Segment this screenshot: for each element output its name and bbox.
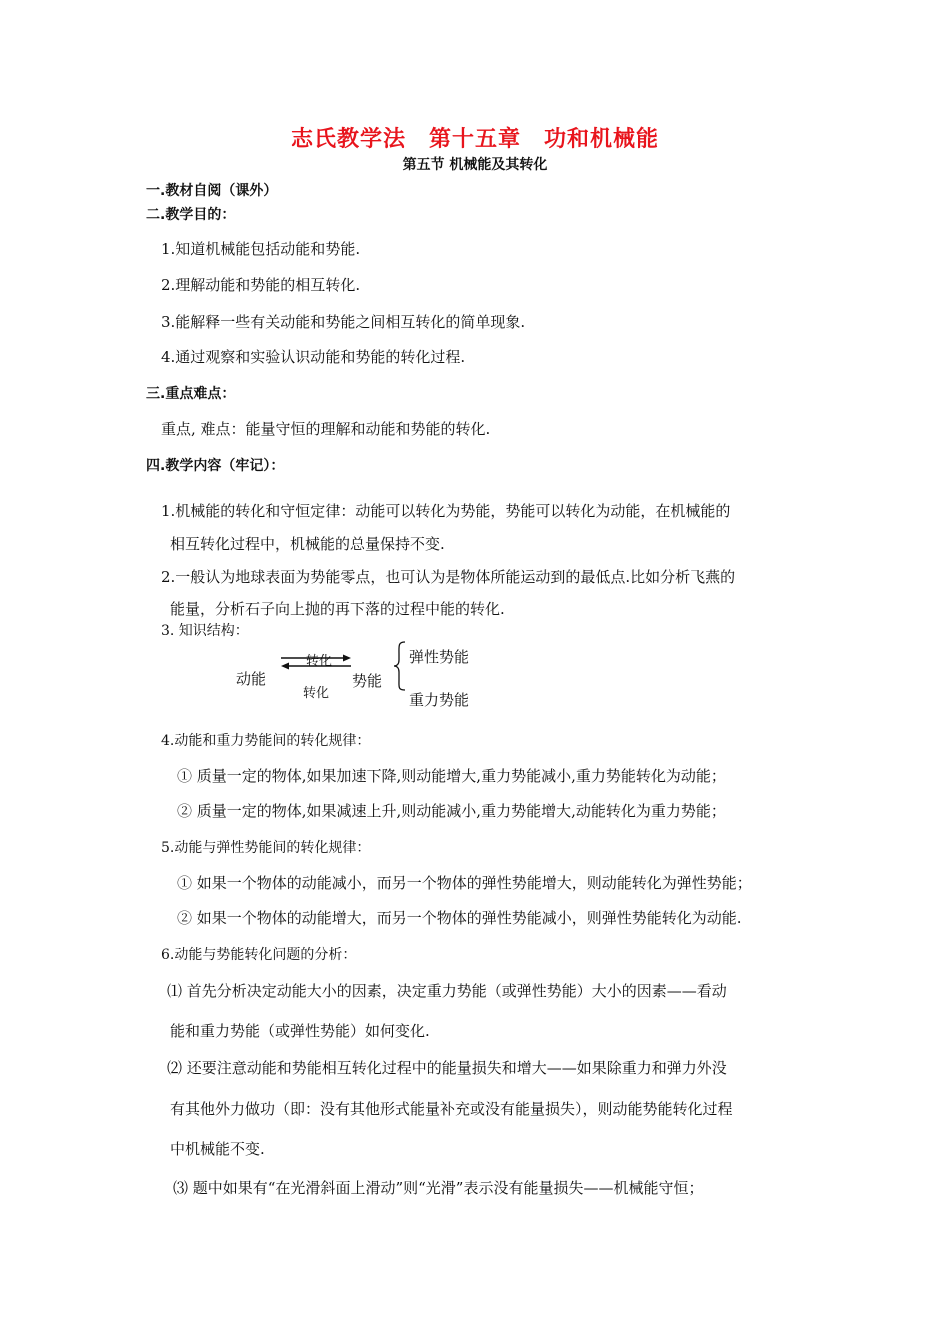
content-paragraph-1: 1.机械能的转化和守恒定律：动能可以转化为势能，势能可以转化为动能，在机械能的 [161,502,731,520]
analysis-item-3: ⑶ 题中如果有“在光滑斜面上滑动”则“光滑”表示没有能量损失——机械能守恒； [173,1179,704,1197]
objective-item: 4.通过观察和实验认识动能和势能的转化过程. [161,348,466,366]
content-paragraph-1-cont: 相互转化过程中，机械能的总量保持不变. [170,535,445,553]
diagram-potential-label: 势能 [352,672,383,690]
analysis-item-1-cont: 能和重力势能（或弹性势能）如何变化. [170,1022,430,1040]
rule-item: ① 如果一个物体的动能减小，而另一个物体的弹性势能增大，则动能转化为弹性势能； [177,874,752,892]
content-paragraph-2: 2.一般认为地球表面为势能零点，也可认为是物体所能运动到的最低点.比如分析飞燕的 [161,568,736,586]
diagram-bottom-arrow-label: 转化 [303,686,330,701]
rule-item: ② 如果一个物体的动能增大，而另一个物体的弹性势能减小，则弹性势能转化为动能. [177,909,742,927]
objective-item: 1.知道机械能包括动能和势能. [161,240,361,258]
conversion-arrows-icon [278,652,354,674]
content-paragraph-5: 5.动能与弹性势能间的转化规律： [161,840,371,856]
heading-content: 四.教学内容（牢记）： [146,458,285,474]
content-paragraph-6: 6.动能与势能转化问题的分析： [161,947,357,963]
content-paragraph-3: 3. 知识结构： [161,623,249,639]
rule-item: ① 质量一定的物体,如果加速下降,则动能增大,重力势能减小,重力势能转化为动能； [177,767,726,785]
diagram-gravity-label: 重力势能 [409,691,470,709]
objective-item: 2.理解动能和势能的相互转化. [161,276,361,294]
analysis-item-2-cont: 中机械能不变. [170,1140,265,1158]
key-points-text: 重点, 难点：能量守恒的理解和动能和势能的转化. [161,420,491,438]
document-title: 志氏教学法 第十五章 功和机械能 [290,127,659,152]
content-paragraph-4: 4.动能和重力势能间的转化规律： [161,733,371,749]
diagram-elastic-label: 弹性势能 [409,648,470,666]
analysis-item-1: ⑴ 首先分析决定动能大小的因素，决定重力势能（或弹性势能）大小的因素——看动 [167,982,727,1000]
rule-item: ② 质量一定的物体,如果减速上升,则动能减小,重力势能增大,动能转化为重力势能； [177,802,726,820]
heading-key-points: 三.重点难点： [146,386,236,402]
heading-objectives: 二.教学目的： [146,207,236,223]
heading-self-study: 一.教材自阅（课外） [146,183,278,199]
analysis-item-2: ⑵ 还要注意动能和势能相互转化过程中的能量损失和增大——如果除重力和弹力外没 [167,1059,727,1077]
section-subtitle: 第五节 机械能及其转化 [402,157,548,173]
diagram-kinetic-label: 动能 [236,670,267,688]
curly-brace-icon [392,640,408,692]
analysis-item-2-cont: 有其他外力做功（即：没有其他形式能量补充或没有能量损失），则动能势能转化过程 [170,1100,733,1118]
diagram-top-arrow-label: 转化 [306,654,333,669]
content-paragraph-2-cont: 能量，分析石子向上抛的再下落的过程中能的转化. [170,600,505,618]
objective-item: 3.能解释一些有关动能和势能之间相互转化的简单现象. [161,313,526,331]
